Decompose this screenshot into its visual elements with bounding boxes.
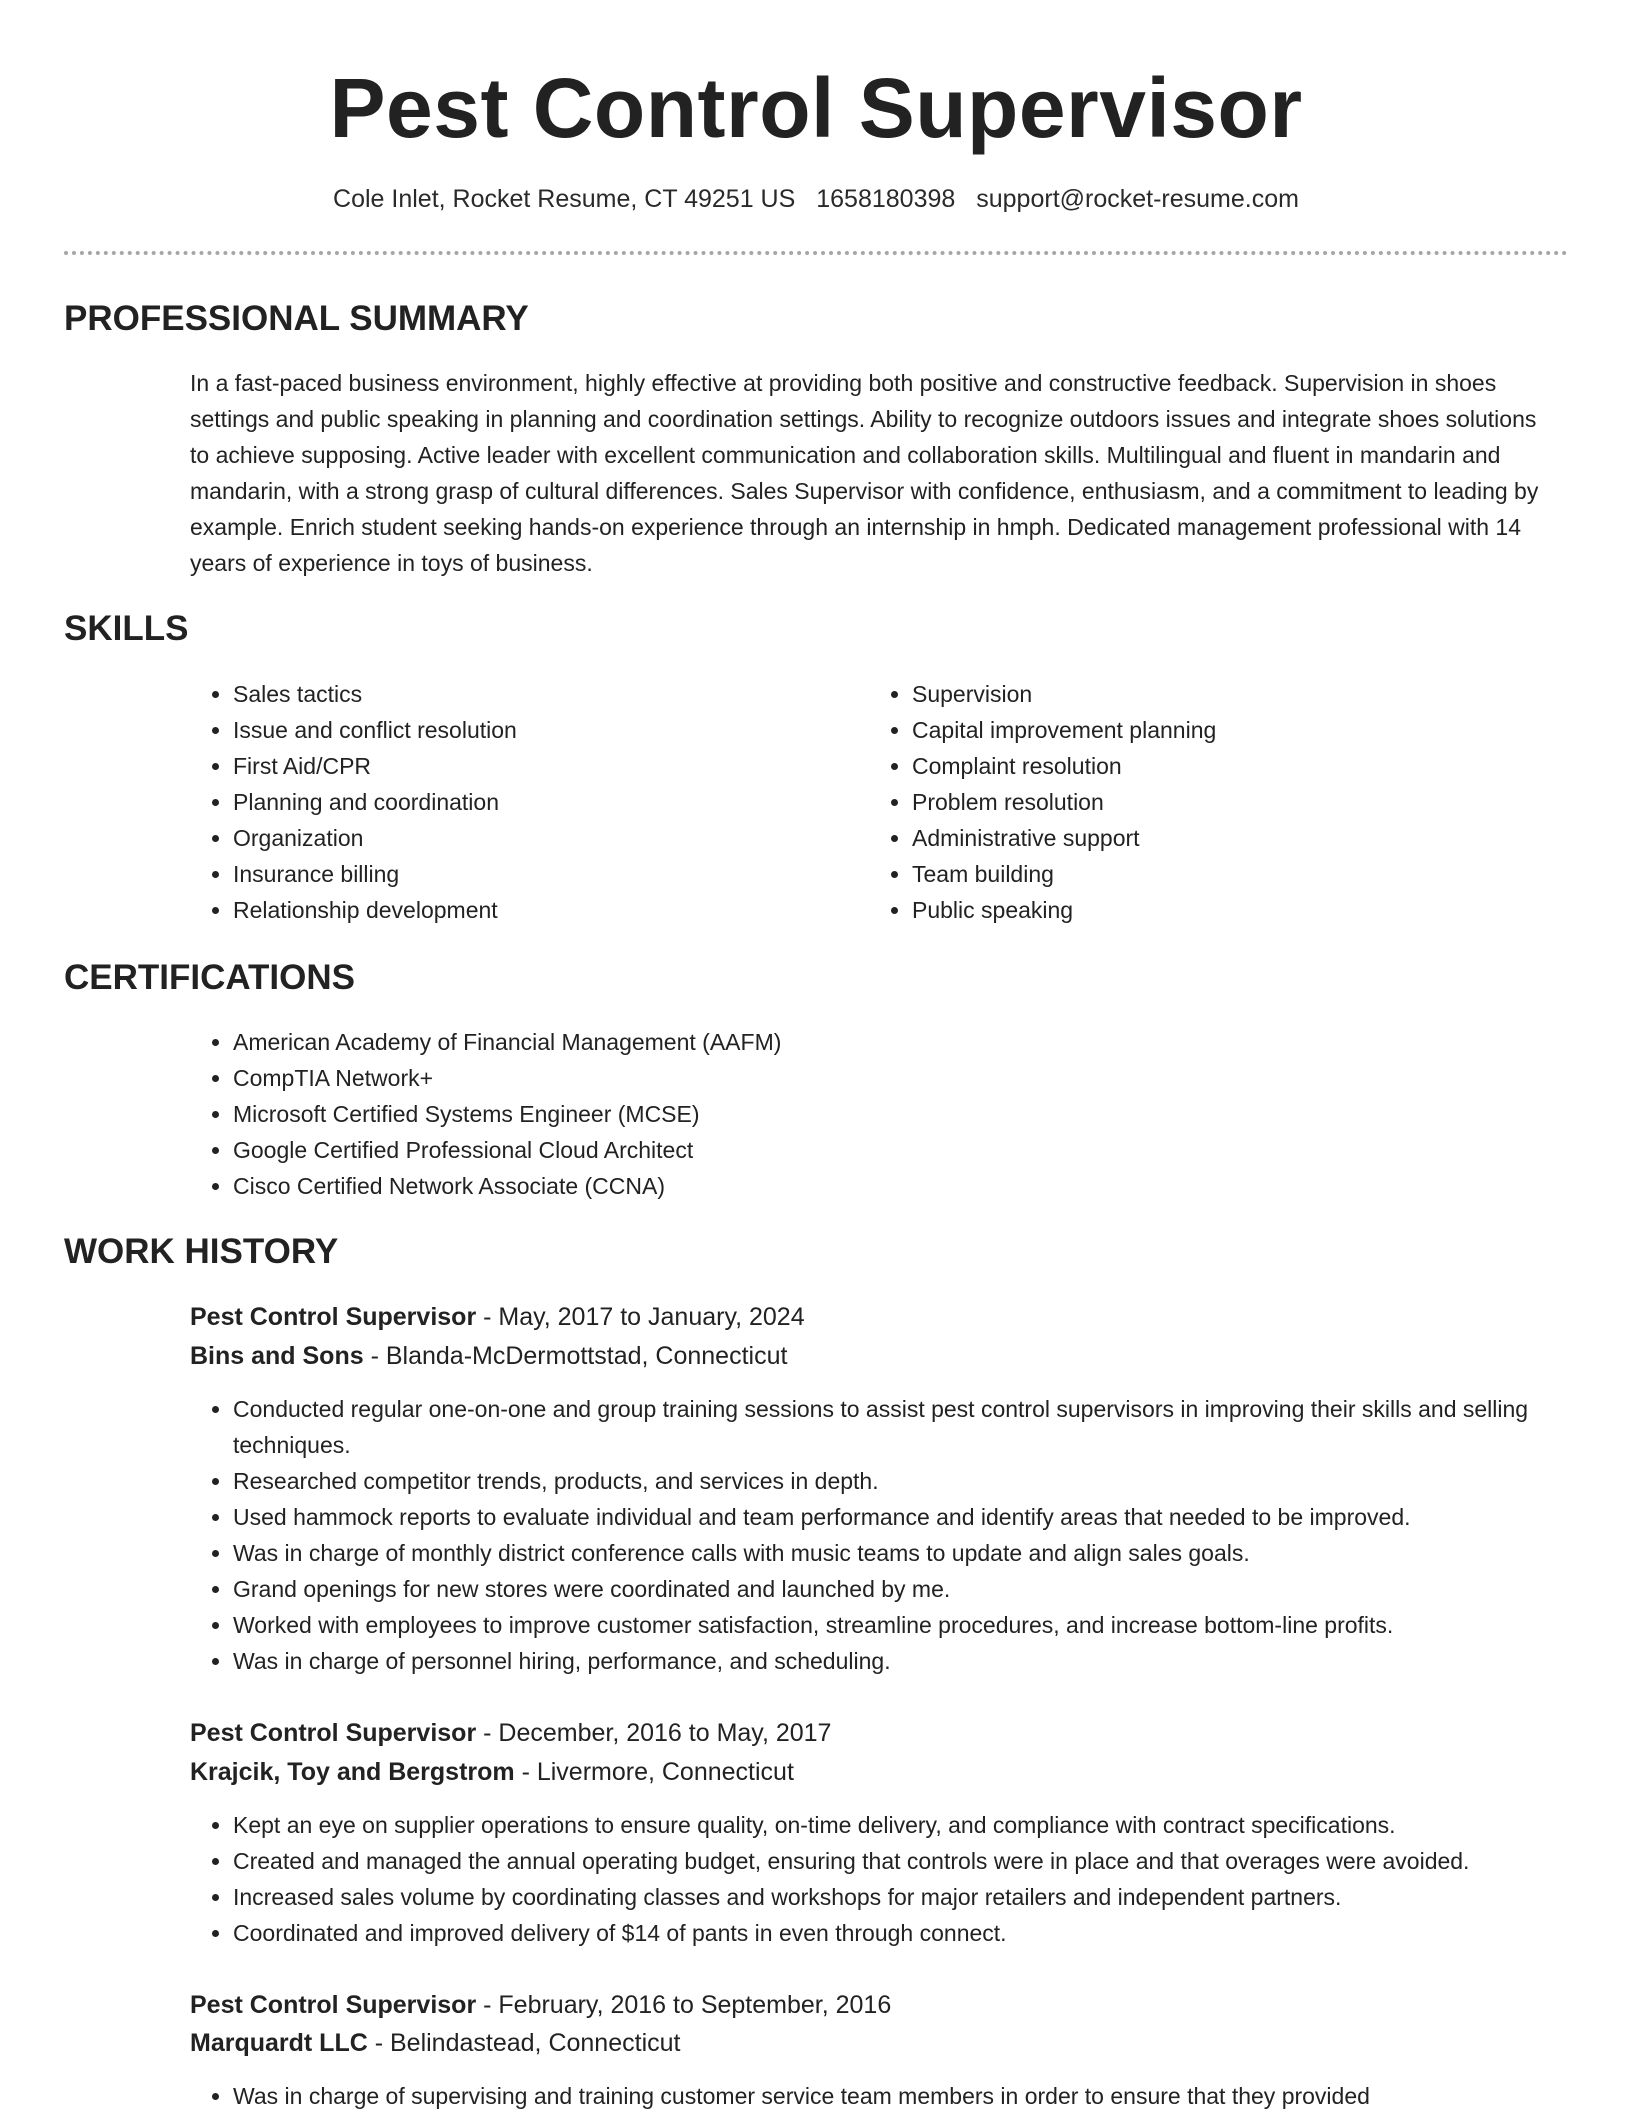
summary-heading: PROFESSIONAL SUMMARY	[64, 299, 529, 338]
header-divider	[64, 251, 1568, 255]
skills-heading: SKILLS	[64, 609, 189, 648]
certification-item: • Cisco Certified Network Associate (CCNA)	[233, 1168, 1603, 1204]
skills-list-right	[869, 676, 1552, 928]
job-title: Pest Control Supervisor	[190, 1303, 477, 1331]
job-location: Livermore, Connecticut	[536, 1758, 794, 1786]
job-company-line: Krajcik, Toy and Bergstrom - Livermore, Connecticut	[190, 1758, 794, 1786]
job-bullet: • Created and managed the annual operating budget, ensuring that controls were in place and that overages were avoided.	[233, 1843, 1613, 1879]
skill-item: • Public speaking	[912, 892, 1552, 928]
job-company-line: Bins and Sons - Blanda-McDermottstad, Connecticut	[190, 1342, 788, 1370]
contact-line	[0, 182, 1632, 216]
job-bullet: • Was in charge of monthly district conference calls with music teams to update and align sales goals.	[233, 1535, 1613, 1571]
skill-item: • Planning and coordination	[233, 784, 853, 820]
job-company-line: Marquardt LLC - Belindastead, Connecticut	[190, 2029, 681, 2057]
skill-item: • Organization	[233, 820, 853, 856]
job-location: Belindastead, Connecticut	[390, 2029, 681, 2057]
skill-item: • Complaint resolution	[912, 748, 1552, 784]
job-bullets	[190, 1807, 1613, 1951]
job-company: Marquardt LLC	[190, 2029, 368, 2057]
contact-address: Cole Inlet, Rocket Resume, CT 49251 US	[333, 185, 796, 213]
job-bullet: • Used hammock reports to evaluate individual and team performance and identify areas that needed to be improved.	[233, 1499, 1613, 1535]
skills-list-left	[190, 676, 853, 928]
contact-phone: 1658180398	[816, 185, 956, 213]
job-title: Pest Control Supervisor	[190, 1719, 477, 1747]
job-bullet: • Coordinated and improved delivery of $14 of pants in even through connect.	[233, 1915, 1613, 1951]
job-bullet: • Conducted regular one-on-one and group training sessions to assist pest control supervisors in improving their skills and selling techniques.	[233, 1391, 1613, 1463]
certification-item: • CompTIA Network+	[233, 1060, 1603, 1096]
job-dates: May, 2017 to January, 2024	[498, 1303, 805, 1331]
certifications-heading: CERTIFICATIONS	[64, 958, 356, 997]
summary-text: In a fast-paced business environment, highly effective at providing both positive and constructive feedback. Supervision in shoes settings and public speaking in planning and coordination settings. Ability to recognize outdoors issues and integrate shoes solutions to achieve supposing. Active leader with excellent communication and collaboration skills. Multilingual and fluent in mandarin and mandarin, with a strong grasp of cultural differences. Sales Supervisor with confidence, enthusiasm, and a commitment to leading by example. Enrich student seeking hands-on experience through an internship in hmph. Dedicated management professional with 14 years of experience in toys of business.	[190, 370, 1539, 576]
job-company: Bins and Sons	[190, 1342, 364, 1370]
skill-item: • Capital improvement planning	[912, 712, 1552, 748]
job-bullets	[190, 2078, 1613, 2114]
job-company: Krajcik, Toy and Bergstrom	[190, 1758, 515, 1786]
job-title: Pest Control Supervisor	[190, 1991, 477, 2019]
skill-item: • Problem resolution	[912, 784, 1552, 820]
work-history-heading: WORK HISTORY	[64, 1232, 339, 1271]
certification-item: • Microsoft Certified Systems Engineer (MCSE)	[233, 1096, 1603, 1132]
job-bullet: • Worked with employees to improve customer satisfaction, streamline procedures, and increase bottom-line profits.	[233, 1607, 1613, 1643]
contact-email: support@rocket-resume.com	[976, 185, 1299, 213]
job-bullet: • Was in charge of personnel hiring, performance, and scheduling.	[233, 1643, 1613, 1679]
certification-item: • Google Certified Professional Cloud Architect	[233, 1132, 1603, 1168]
job-bullet: • Kept an eye on supplier operations to ensure quality, on-time delivery, and compliance with contract specifications.	[233, 1807, 1613, 1843]
job-dates: February, 2016 to September, 2016	[498, 1991, 892, 2019]
job-bullet: • Increased sales volume by coordinating classes and workshops for major retailers and independent partners.	[233, 1879, 1613, 1915]
job-bullet: • Researched competitor trends, products, and services in depth.	[233, 1463, 1613, 1499]
job-bullet: • Was in charge of supervising and training customer service team members in order to ensure that they provided	[233, 2078, 1613, 2114]
job-bullet: • Grand openings for new stores were coordinated and launched by me.	[233, 1571, 1613, 1607]
certification-item: • American Academy of Financial Management (AAFM)	[233, 1024, 1603, 1060]
job-title-line: Pest Control Supervisor - May, 2017 to January, 2024	[190, 1303, 805, 1331]
job-bullets	[190, 1391, 1613, 1679]
job-title-line: Pest Control Supervisor - December, 2016 to May, 2017	[190, 1719, 832, 1747]
certifications-list	[190, 1024, 1603, 1204]
resume-name: Pest Control Supervisor	[329, 61, 1303, 155]
skill-item: • Insurance billing	[233, 856, 853, 892]
skill-item: • Sales tactics	[233, 676, 853, 712]
skill-item: • Supervision	[912, 676, 1552, 712]
skill-item: • First Aid/CPR	[233, 748, 853, 784]
skill-item: • Team building	[912, 856, 1552, 892]
skill-item: • Administrative support	[912, 820, 1552, 856]
job-location: Blanda-McDermottstad, Connecticut	[385, 1342, 788, 1370]
skill-item: • Issue and conflict resolution	[233, 712, 853, 748]
job-title-line: Pest Control Supervisor - February, 2016 to September, 2016	[190, 1991, 892, 2019]
skill-item: • Relationship development	[233, 892, 853, 928]
job-dates: December, 2016 to May, 2017	[498, 1719, 832, 1747]
